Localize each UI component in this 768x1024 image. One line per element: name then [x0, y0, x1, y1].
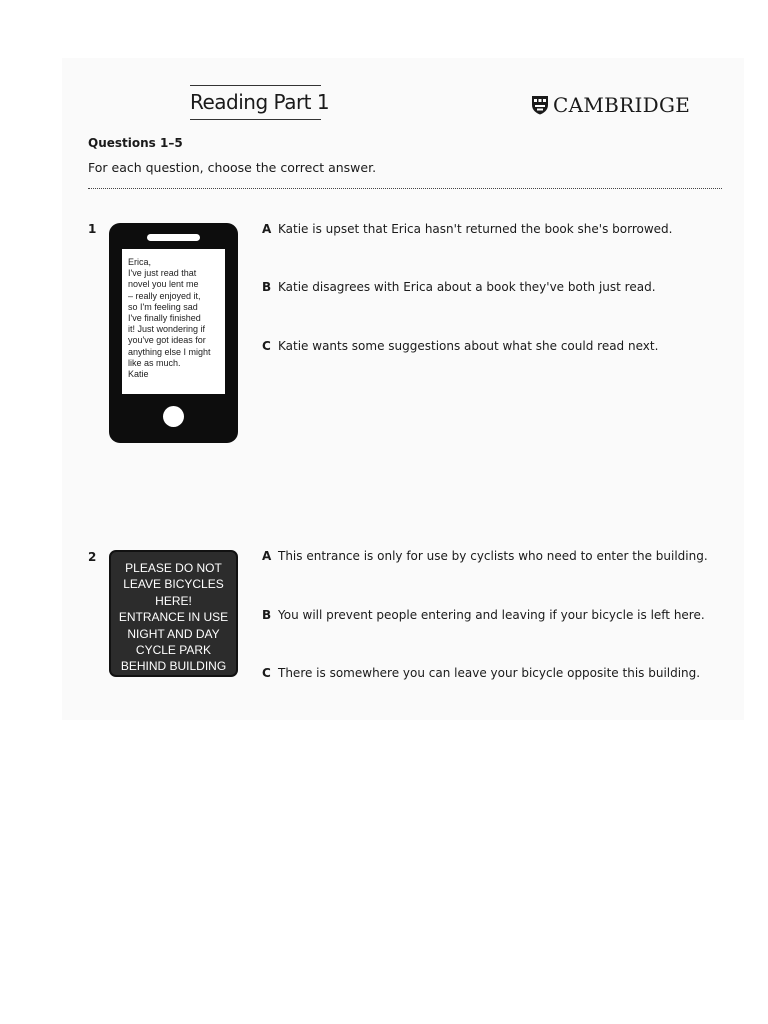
- phone-screen: [122, 249, 225, 394]
- notice-sign: [109, 550, 238, 677]
- sign-line: NIGHT AND DAY: [127, 626, 220, 641]
- phone-speaker: [147, 234, 200, 241]
- sign-line: ENTRANCE IN USE: [118, 610, 229, 625]
- question-2-option-b[interactable]: [262, 608, 705, 622]
- sign-line: PLEASE DO NOT: [125, 561, 222, 575]
- message-line: Erica,: [128, 257, 152, 267]
- instructions: For each question, choose the correct answer.: [88, 160, 377, 175]
- option-text: You will prevent people entering and leaving if your bicycle is left here.: [278, 608, 705, 622]
- question-2-option-c[interactable]: [262, 666, 700, 680]
- sign-text: [111, 560, 236, 675]
- question-1-option-c[interactable]: [262, 339, 658, 353]
- question-2-option-a[interactable]: [262, 549, 708, 563]
- message-line: Katie: [128, 369, 149, 380]
- message-line: novel you lent me: [128, 279, 199, 290]
- question-1-option-a[interactable]: [262, 222, 672, 236]
- phone-home-button: [163, 406, 184, 427]
- sign-line: HERE!: [155, 593, 192, 608]
- option-letter: B: [262, 608, 272, 622]
- questions-range: Questions 1–5: [88, 136, 183, 150]
- title-rule-bottom: [190, 119, 321, 120]
- brand-logo: [531, 93, 690, 117]
- cambridge-shield-icon: [531, 95, 549, 115]
- option-text: Katie wants some suggestions about what she could read next.: [278, 339, 659, 353]
- option-text: This entrance is only for use by cyclists who need to enter the building.: [278, 549, 708, 563]
- phone-icon: [109, 223, 238, 443]
- message-line: you've got ideas for: [128, 335, 206, 346]
- phone-message: [128, 257, 223, 380]
- dotted-divider: [88, 188, 722, 189]
- question-number-2: 2: [88, 550, 97, 564]
- brand-name: CAMBRIDGE: [553, 93, 691, 117]
- message-line: anything else I might: [128, 346, 211, 357]
- sign-line: LEAVE BICYCLES: [123, 577, 224, 592]
- option-letter: A: [262, 549, 272, 563]
- title-rule-top: [190, 85, 321, 86]
- option-letter: C: [262, 666, 271, 680]
- message-line: – really enjoyed it,: [128, 290, 201, 301]
- option-text: Katie disagrees with Erica about a book they've both just read.: [278, 280, 656, 294]
- message-line: so I'm feeling sad: [128, 301, 198, 312]
- option-text: Katie is upset that Erica hasn't returned the book she's borrowed.: [278, 222, 673, 236]
- message-line: I've just read that: [128, 268, 197, 279]
- option-letter: B: [262, 280, 272, 294]
- sign-line: CYCLE PARK: [135, 643, 212, 658]
- question-number-1: 1: [88, 222, 97, 236]
- message-line: it! Just wondering if: [128, 324, 206, 335]
- option-letter: A: [262, 222, 272, 236]
- sign-line: BEHIND BUILDING: [120, 659, 227, 674]
- page-title: Reading Part 1: [190, 90, 330, 114]
- option-letter: C: [262, 339, 271, 353]
- message-line: like as much.: [128, 357, 181, 368]
- message-line: I've finally finished: [128, 313, 201, 324]
- option-text: There is somewhere you can leave your bicycle opposite this building.: [278, 666, 701, 680]
- question-1-option-b[interactable]: [262, 280, 656, 294]
